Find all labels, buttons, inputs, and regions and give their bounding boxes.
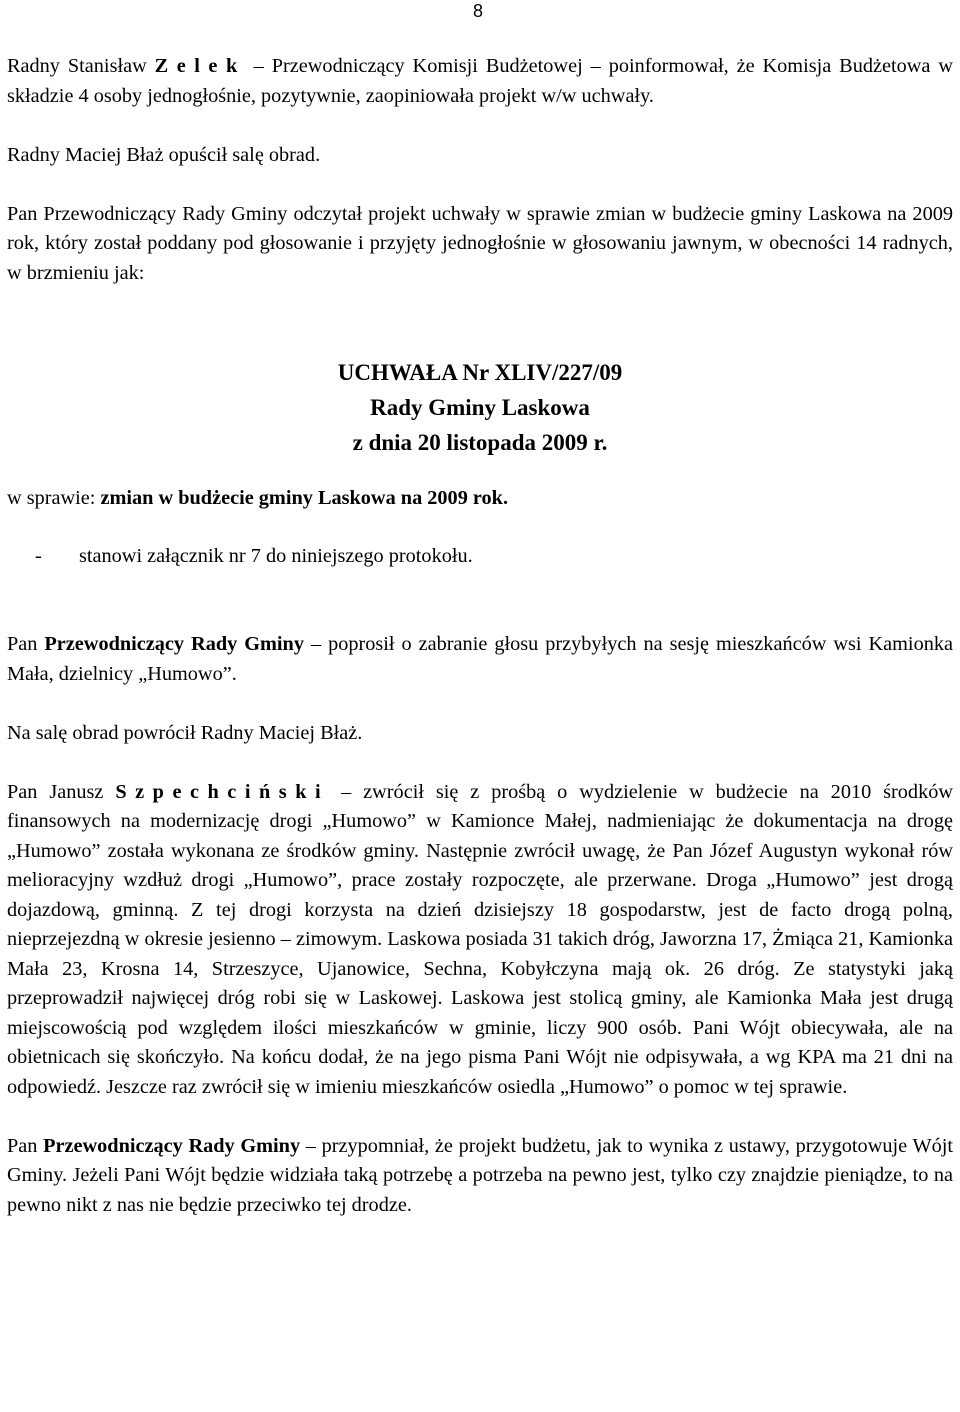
attachment-note — [7, 542, 953, 572]
speaker-chairman: Przewodniczący Rady Gminy — [44, 633, 304, 655]
speaker-name-szpechcinski: Szpechciński — [115, 780, 330, 803]
paragraph-text: – przypomniał, że projekt budżetu, jak to wynika z ustawy, przygotowuje Wójt Gminy. Jeżeli Pani Wójt będzie widziała taką potrzebę a potrzeba na pewno jest, tylko czy znajdzie pieniądze, to na pewno nikt z nas nie będzie przeciwko tej drodze. — [7, 1134, 954, 1216]
speaker-prefix: Pan — [7, 633, 45, 655]
subject-label: w sprawie: — [7, 487, 101, 509]
dash-marker: - — [35, 544, 42, 567]
speaker-prefix: Pan — [7, 1134, 44, 1157]
speaker-prefix: Radny Stanisław — [7, 55, 155, 77]
paragraph-text: – Przewodniczący Komisji Budżetowej – poinformował, że Komisja Budżetowa w składzie 4 osoby jednogłośnie, pozytywnie, zaopiniowała projekt w/w uchwały. — [7, 55, 953, 107]
resolution-title-word: UCHWAŁA — [337, 360, 457, 385]
resolution-date: z dnia 20 listopada 2009 r. — [352, 430, 608, 455]
resolution-subject — [7, 484, 953, 514]
paragraph-szpechcinski — [7, 778, 953, 1103]
subject-text: zmian w budżecie gminy Laskowa na 2009 rok. — [100, 487, 509, 509]
resolution-number: Nr XLIV/227/09 — [462, 360, 623, 385]
paragraph-budget-committee — [7, 52, 953, 111]
resolution-title — [7, 355, 953, 390]
speaker-prefix: Pan Janusz — [7, 780, 116, 803]
attachment-text: stanowi załącznik nr 7 do niniejszego protokołu. — [79, 544, 473, 567]
paragraph-chairman-reminder — [7, 1132, 953, 1221]
resolution-council: Rady Gminy Laskowa — [370, 395, 590, 420]
paragraph-resolution-read: Pan Przewodniczący Rady Gminy odczytał projekt uchwały w sprawie zmian w budżecie gminy Laskowa na 2009 rok, który został poddany pod głosowanie i przyjęty jednogłośnie w głosowaniu jawnym, w obecności 14 radnych, w brzmieniu jak: — [7, 202, 953, 284]
paragraph-councillor-returned: Na salę obrad powrócił Radny Maciej Błaż. — [7, 721, 363, 744]
speaker-name-zelek: Zelek — [154, 55, 246, 77]
paragraph-chairman-request — [7, 630, 953, 689]
paragraph-text: – poprosił o zabranie głosu przybyłych na sesję mieszkańców wsi Kamionka Mała, dzielnicy „Humowo”. — [7, 633, 953, 685]
page-number: 8 — [473, 1, 484, 21]
speaker-chairman: Przewodniczący Rady Gminy — [43, 1134, 301, 1157]
paragraph-text: – zwrócił się z prośbą o wydzielenie w budżecie na 2010 środków finansowych na modernizację drogi „Humowo” w Kamionce Małej, nadmieniając że dokumentacja na drogę „Humowo” została wykonana ze środków gminy. Następnie zwrócił uwagę, że Pan Józef Augustyn wykonał rów melioracyjny wzdłuż drogi „Humowo”, prace zostały rozpoczęte, ale przerwane. Droga „Humowo” jest drogą dojazdową, gminną. Z tej drogi korzysta na dzień dzisiejszy 18 gospodarstw, jest de facto drogą polną, nieprzejezdną w okresie jesienno – zimowym. Laskowa posiada 31 takich dróg, Jaworzna 17, Żmiąca 21, Kamionka Mała 23, Krosna 14, Strzeszyce, Ujanowice, Sechna, Kobyłczyna mają ok. 26 dróg. Ze statystyki jaką przeprowadził najwięcej dróg robi się w Laskowej. Laskowa jest stolicą gminy, ale Kamionka Mała jest drugą miejscowością pod względem ilości mieszkańców w gminie, liczy 900 osób. Pani Wójt obiecywała, ale na obietnicach się skończyło. Na końcu dodał, że na jego pisma Pani Wójt nie odpisywała, a wg KPA ma 21 dni na odpowiedź. Jeszcze raz zwrócił się w imieniu mieszkańców osiedla „Humowo” o pomoc w tej sprawie. — [7, 780, 953, 1098]
paragraph-councillor-left: Radny Maciej Błaż opuścił salę obrad. — [7, 143, 321, 166]
document-body — [7, 52, 953, 1220]
resolution-header — [7, 355, 953, 460]
